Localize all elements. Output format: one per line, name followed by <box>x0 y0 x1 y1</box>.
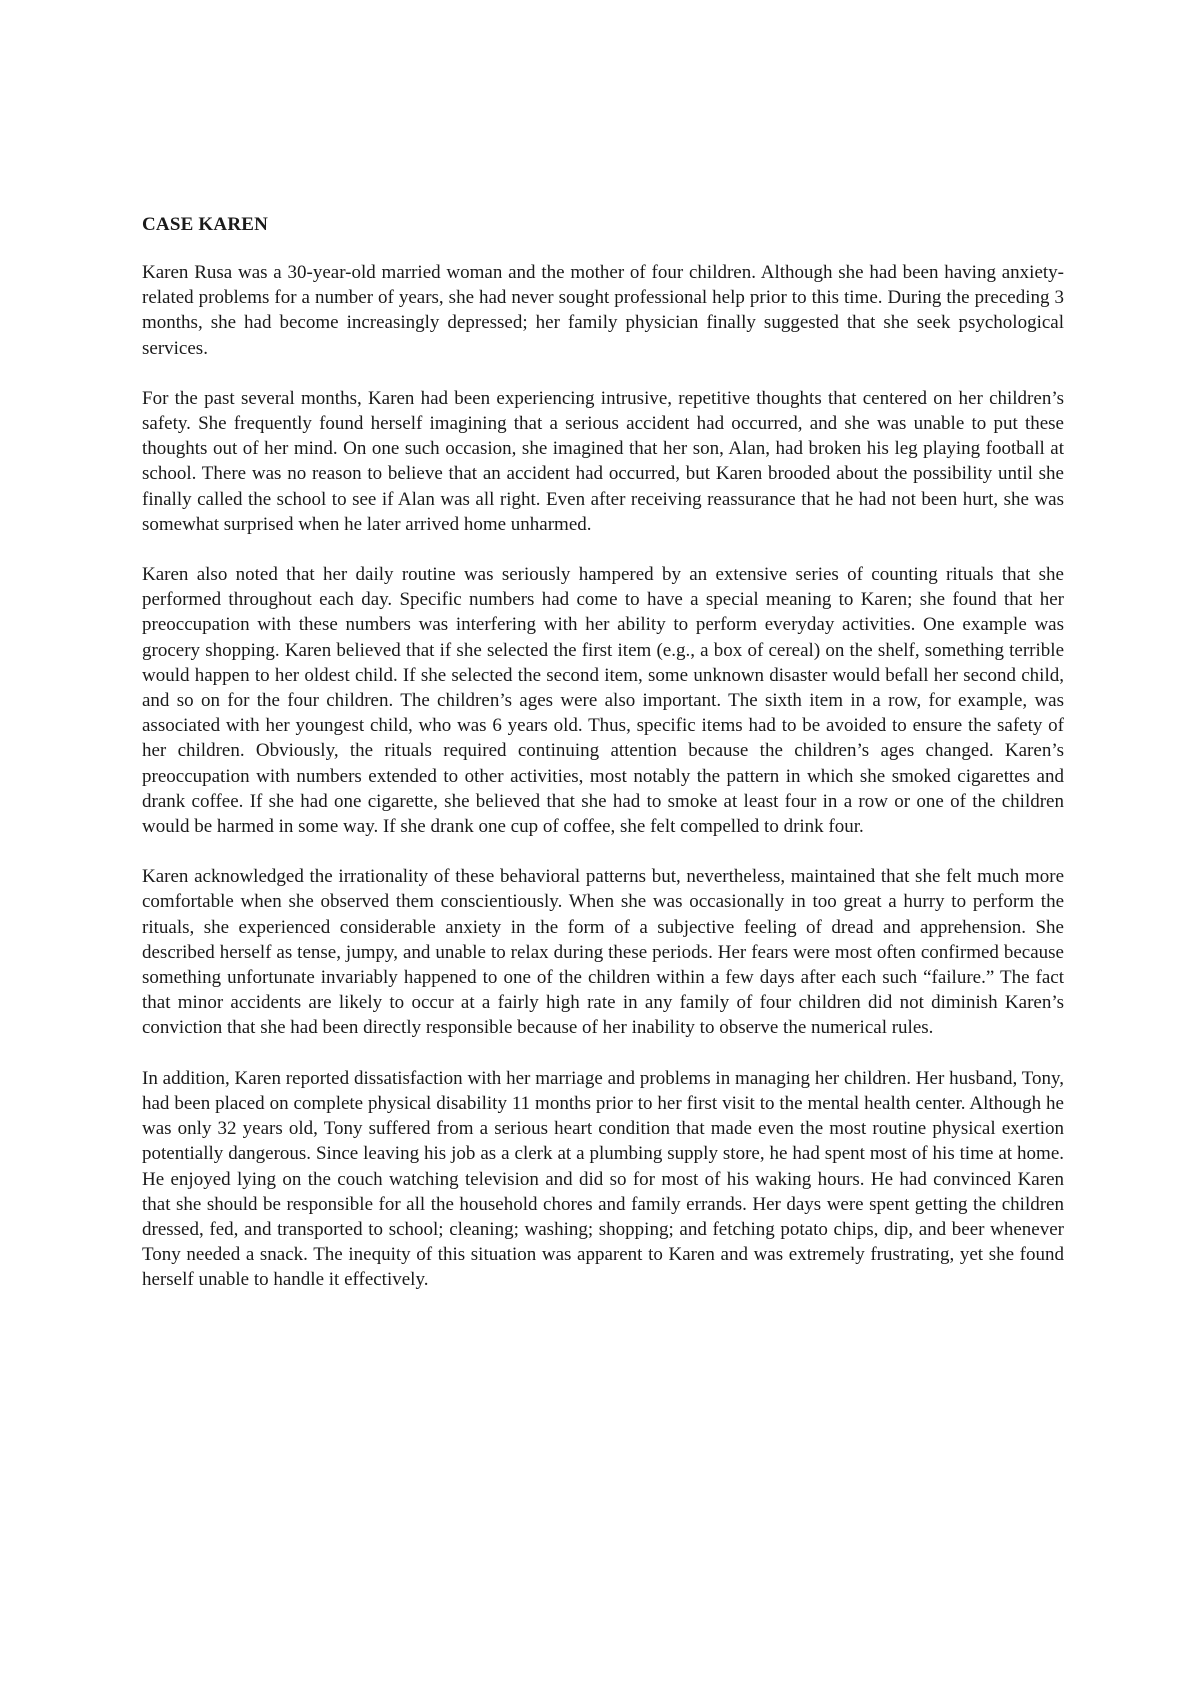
paragraph-irrationality: Karen acknowledged the irrationality of these behavioral patterns but, nevertheless, maintained that she felt much more comfortable when she observed them conscientiously. When she was occasionally in too great a hurry to perform the rituals, she experienced considerable anxiety in the form of a subjective feeling of dread and apprehension. She described herself as tense, jumpy, and unable to relax during these periods. Her fears were most often confirmed because something unfortunate invariably happened to one of the children within a few days after each such “failure.” The fact that minor accidents are likely to occur at a fairly high rate in any family of four children did not diminish Karen’s conviction that she had been directly responsible because of her inability to observe the numerical rules. <box>142 866 1064 1039</box>
paragraph-intrusive-thoughts: For the past several months, Karen had been experiencing intrusive, repetitive thoughts that centered on her children’s safety. She frequently found herself imagining that a serious accident had occurred, and she was unable to put these thoughts out of her mind. On one such occasion, she imagined that her son, Alan, had broken his leg playing football at school. There was no reason to believe that an accident had occurred, but Karen brooded about the possibility until she finally called the school to see if Alan was all right. Even after receiving reassurance that he had not been hurt, she was somewhat surprised when he later arrived home unharmed. <box>142 387 1064 535</box>
document-title: CASE KAREN <box>142 214 269 235</box>
paragraph-marriage: In addition, Karen reported dissatisfaction with her marriage and problems in managing her children. Her husband, Tony, had been placed on complete physical disability 11 months prior to her first visit to the mental health center. Although he was only 32 years old, Tony suffered from a serious heart condition that made even the most routine physical exertion potentially dangerous. Since leaving his job as a clerk at a plumbing supply store, he had spent most of his time at home. He enjoyed lying on the couch watching television and did so for most of his waking hours. He had convinced Karen that she should be responsible for all the household chores and family errands. Her days were spent getting the children dressed, fed, and transported to school; cleaning; washing; shopping; and fetching potato chips, dip, and beer whenever Tony needed a snack. The inequity of this situation was apparent to Karen and was extremely frustrating, yet she found herself unable to handle it effectively. <box>142 1067 1064 1291</box>
paragraph-counting-rituals: Karen also noted that her daily routine was seriously hampered by an extensive series of counting rituals that she performed throughout each day. Specific numbers had come to have a special meaning to Karen; she found that her preoccupation with these numbers was interfering with her ability to perform everyday activities. One example was grocery shopping. Karen believed that if she selected the first item (e.g., a box of cereal) on the shelf, something terrible would happen to her oldest child. If she selected the second item, some unknown disaster would befall her second child, and so on for the four children. The children’s ages were also important. The sixth item in a row, for example, was associated with her youngest child, who was 6 years old. Thus, specific items had to be avoided to ensure the safety of her children. Obviously, the rituals required continuing attention because the children’s ages changed. Karen’s preoccupation with numbers extended to other activities, most notably the pattern in which she smoked cigarettes and drank coffee. If she had one cigarette, she believed that she had to smoke at least four in a row or one of the children would be harmed in some way. If she drank one cup of coffee, she felt compelled to drink four. <box>142 564 1064 838</box>
document-page <box>142 212 1064 1318</box>
paragraph-intro: Karen Rusa was a 30-year-old married woman and the mother of four children. Although she had been having anxiety-related problems for a number of years, she had never sought professional help prior to this time. During the preceding 3 months, she had become increasingly depressed; her family physician finally suggested that she seek psychological services. <box>142 262 1064 359</box>
